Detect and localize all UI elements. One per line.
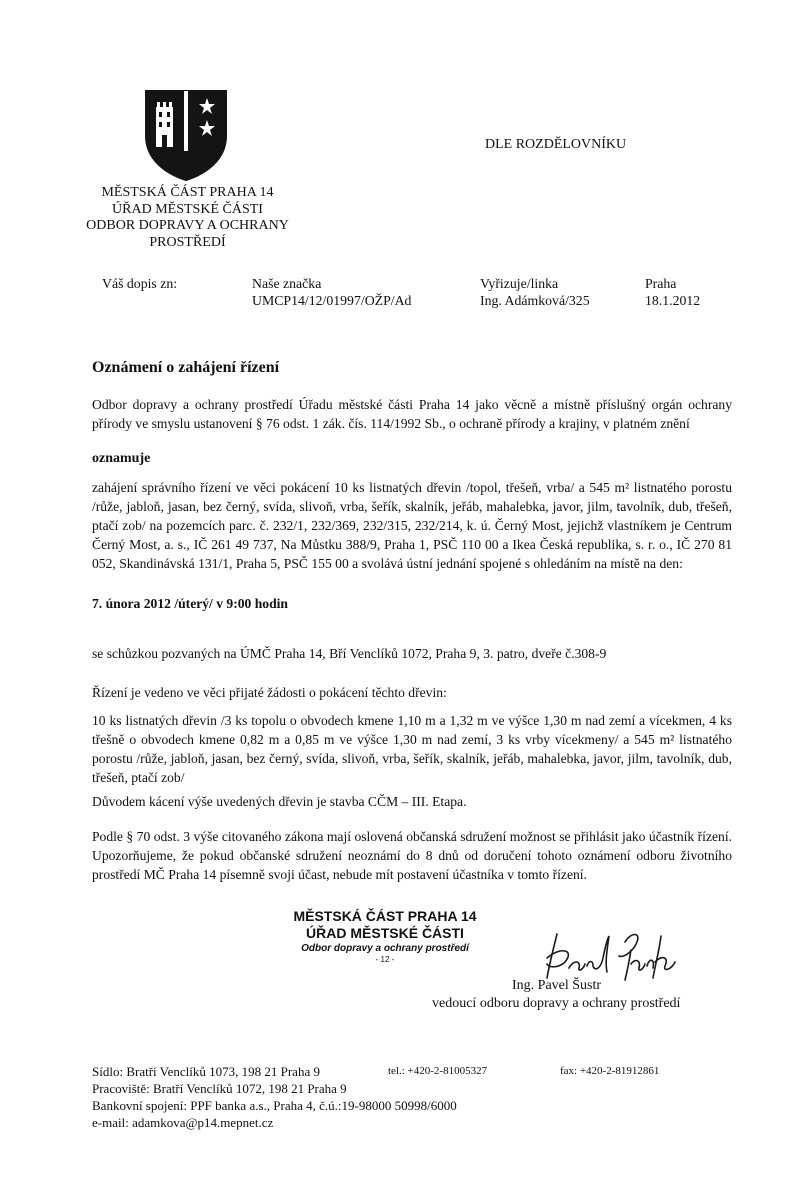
- office-header: [60, 185, 315, 251]
- recipient-line: DLE ROZDĚLOVNÍKU: [485, 137, 627, 152]
- basis-line: Řízení je vedeno ve věci přijaté žádosti o pokácení těchto dřevin:: [92, 685, 447, 700]
- stamp-line: Odbor dopravy a ochrany prostředí: [301, 943, 469, 954]
- reason-line: Důvodem kácení výše uvedených dřevin je stavba CČM – III. Etapa.: [92, 794, 467, 809]
- stamp-line: - 12 -: [375, 955, 395, 964]
- handled-by-value: Ing. Adámková/325: [480, 293, 590, 308]
- our-reference-value: UMCP14/12/01997/OŽP/Ad: [252, 293, 412, 308]
- office-line: MĚSTSKÁ ČÁST PRAHA 14: [101, 185, 274, 200]
- office-stamp: [260, 908, 510, 965]
- office-line: PROSTŘEDÍ: [149, 234, 226, 250]
- office-line: ODBOR DOPRAVY A OCHRANY: [86, 218, 289, 233]
- signatory-role: vedoucí odboru dopravy a ochrany prostředí: [432, 996, 681, 1011]
- main-paragraph: zahájení správního řízení ve věci pokácení 10 ks listnatých dřevin /topol, třešeň, vrba/ a 545 m² listnatého porostu /růže, jabloň, jasan, bez černý, svída, slivoň, vrba, šeřík, skalník, jeřáb, mahalebka, javor, jilm, tavolník, dub, třešeň, ptačí zob/ na pozemcích parc. č. 232/1, 232/369, 232/315, 232/214, k. ú. Černý Most, jejichž vlastníkem je Centrum Černý Most, a. s., IČ 261 49 737, Na Můstku 388/9, Praha 1, PSČ 110 00 a Ikea Česká republika, s. r. o., IČ 270 81 052, Skandinávská 131/1, Praha 5, PSČ 155 00 a svolává ústní jednání spojené s ohledáním na místě na den:: [92, 480, 732, 571]
- handled-by-label: Vyřizuje/linka: [480, 276, 559, 291]
- document-title: Oznámení o zahájení řízení: [92, 359, 280, 376]
- office-line: ÚŘAD MĚSTSKÉ ČÁSTI: [112, 201, 263, 217]
- handwritten-signature: [535, 928, 685, 983]
- stamp-line: MĚSTSKÁ ČÁST PRAHA 14: [293, 908, 477, 924]
- meeting-place: se schůzkou pozvaných na ÚMČ Praha 14, Bří Venclíků 1072, Praha 9, 3. patro, dveře č.308-9: [92, 646, 607, 661]
- notice-paragraph: Podle § 70 odst. 3 výše citovaného zákona mají oslovená občanská sdružení možnost se přihlásit jako účastník řízení. Upozorňujeme, že pokud občanské sdružení neoznámí do 8 dnů od doručení tohoto oznámení odboru životního prostředí MČ Praha 14 písemně svoji účast, nebude mít postavení účastníka v tomto řízení.: [92, 829, 732, 882]
- footer-tel: tel.: +420-2-81005327: [388, 1065, 488, 1077]
- place-date: [645, 275, 700, 309]
- coat-of-arms-emblem: [143, 88, 229, 182]
- our-reference-label: Naše značka: [252, 276, 322, 291]
- your-letter-label: Váš dopis zn:: [102, 276, 178, 291]
- meeting-date: 7. února 2012 /úterý/ v 9:00 hodin: [92, 596, 288, 611]
- footer-bank: Bankovní spojení: PPF banka a.s., Praha 4, č.ú.:19-98000 50998/6000: [92, 1098, 457, 1113]
- signatory-name: Ing. Pavel Šustr: [512, 978, 602, 993]
- stamp-line: ÚŘAD MĚSTSKÉ ČÁSTI: [306, 925, 464, 941]
- handled-by: [480, 275, 590, 309]
- footer-address: Sídlo: Bratří Venclíků 1073, 198 21 Praha 9: [92, 1064, 320, 1079]
- place: Praha: [645, 276, 677, 291]
- date: 18.1.2012: [645, 293, 701, 308]
- our-reference: [252, 275, 411, 309]
- footer-fax: fax: +420-2-81912861: [560, 1065, 660, 1077]
- footer-email: e-mail: adamkova@p14.mepnet.cz: [92, 1115, 274, 1130]
- trees-paragraph: 10 ks listnatých dřevin /3 ks topolu o obvodech kmene 1,10 m a 1,32 m ve výšce 1,30 m nad zemí a vícekmen, 4 ks třešně o obvodech kmene 0,82 m a 0,85 m ve výšce 1,30 m nad zemí, 3 ks vrby vícekmeny/ a 545 m² listnatého porostu /růže, jabloň, jasan, bez černý, svída, slivoň, vrba, šeřík, skalník, jeřáb, mahalebka, javor, jilm, tavolník, dub, třešeň, ptačí zob/: [92, 713, 732, 785]
- footer-workplace: Pracoviště: Bratří Venclíků 1072, 198 21 Praha 9: [92, 1081, 347, 1096]
- announces-heading: oznamuje: [92, 451, 151, 466]
- intro-paragraph: Odbor dopravy a ochrany prostředí Úřadu městské části Praha 14 jako věcně a místně příslušný orgán ochrany přírody ve smyslu ustanovení § 76 odst. 1 zák. čís. 114/1992 Sb., o ochraně přírody a krajiny, v platném znění: [92, 397, 732, 431]
